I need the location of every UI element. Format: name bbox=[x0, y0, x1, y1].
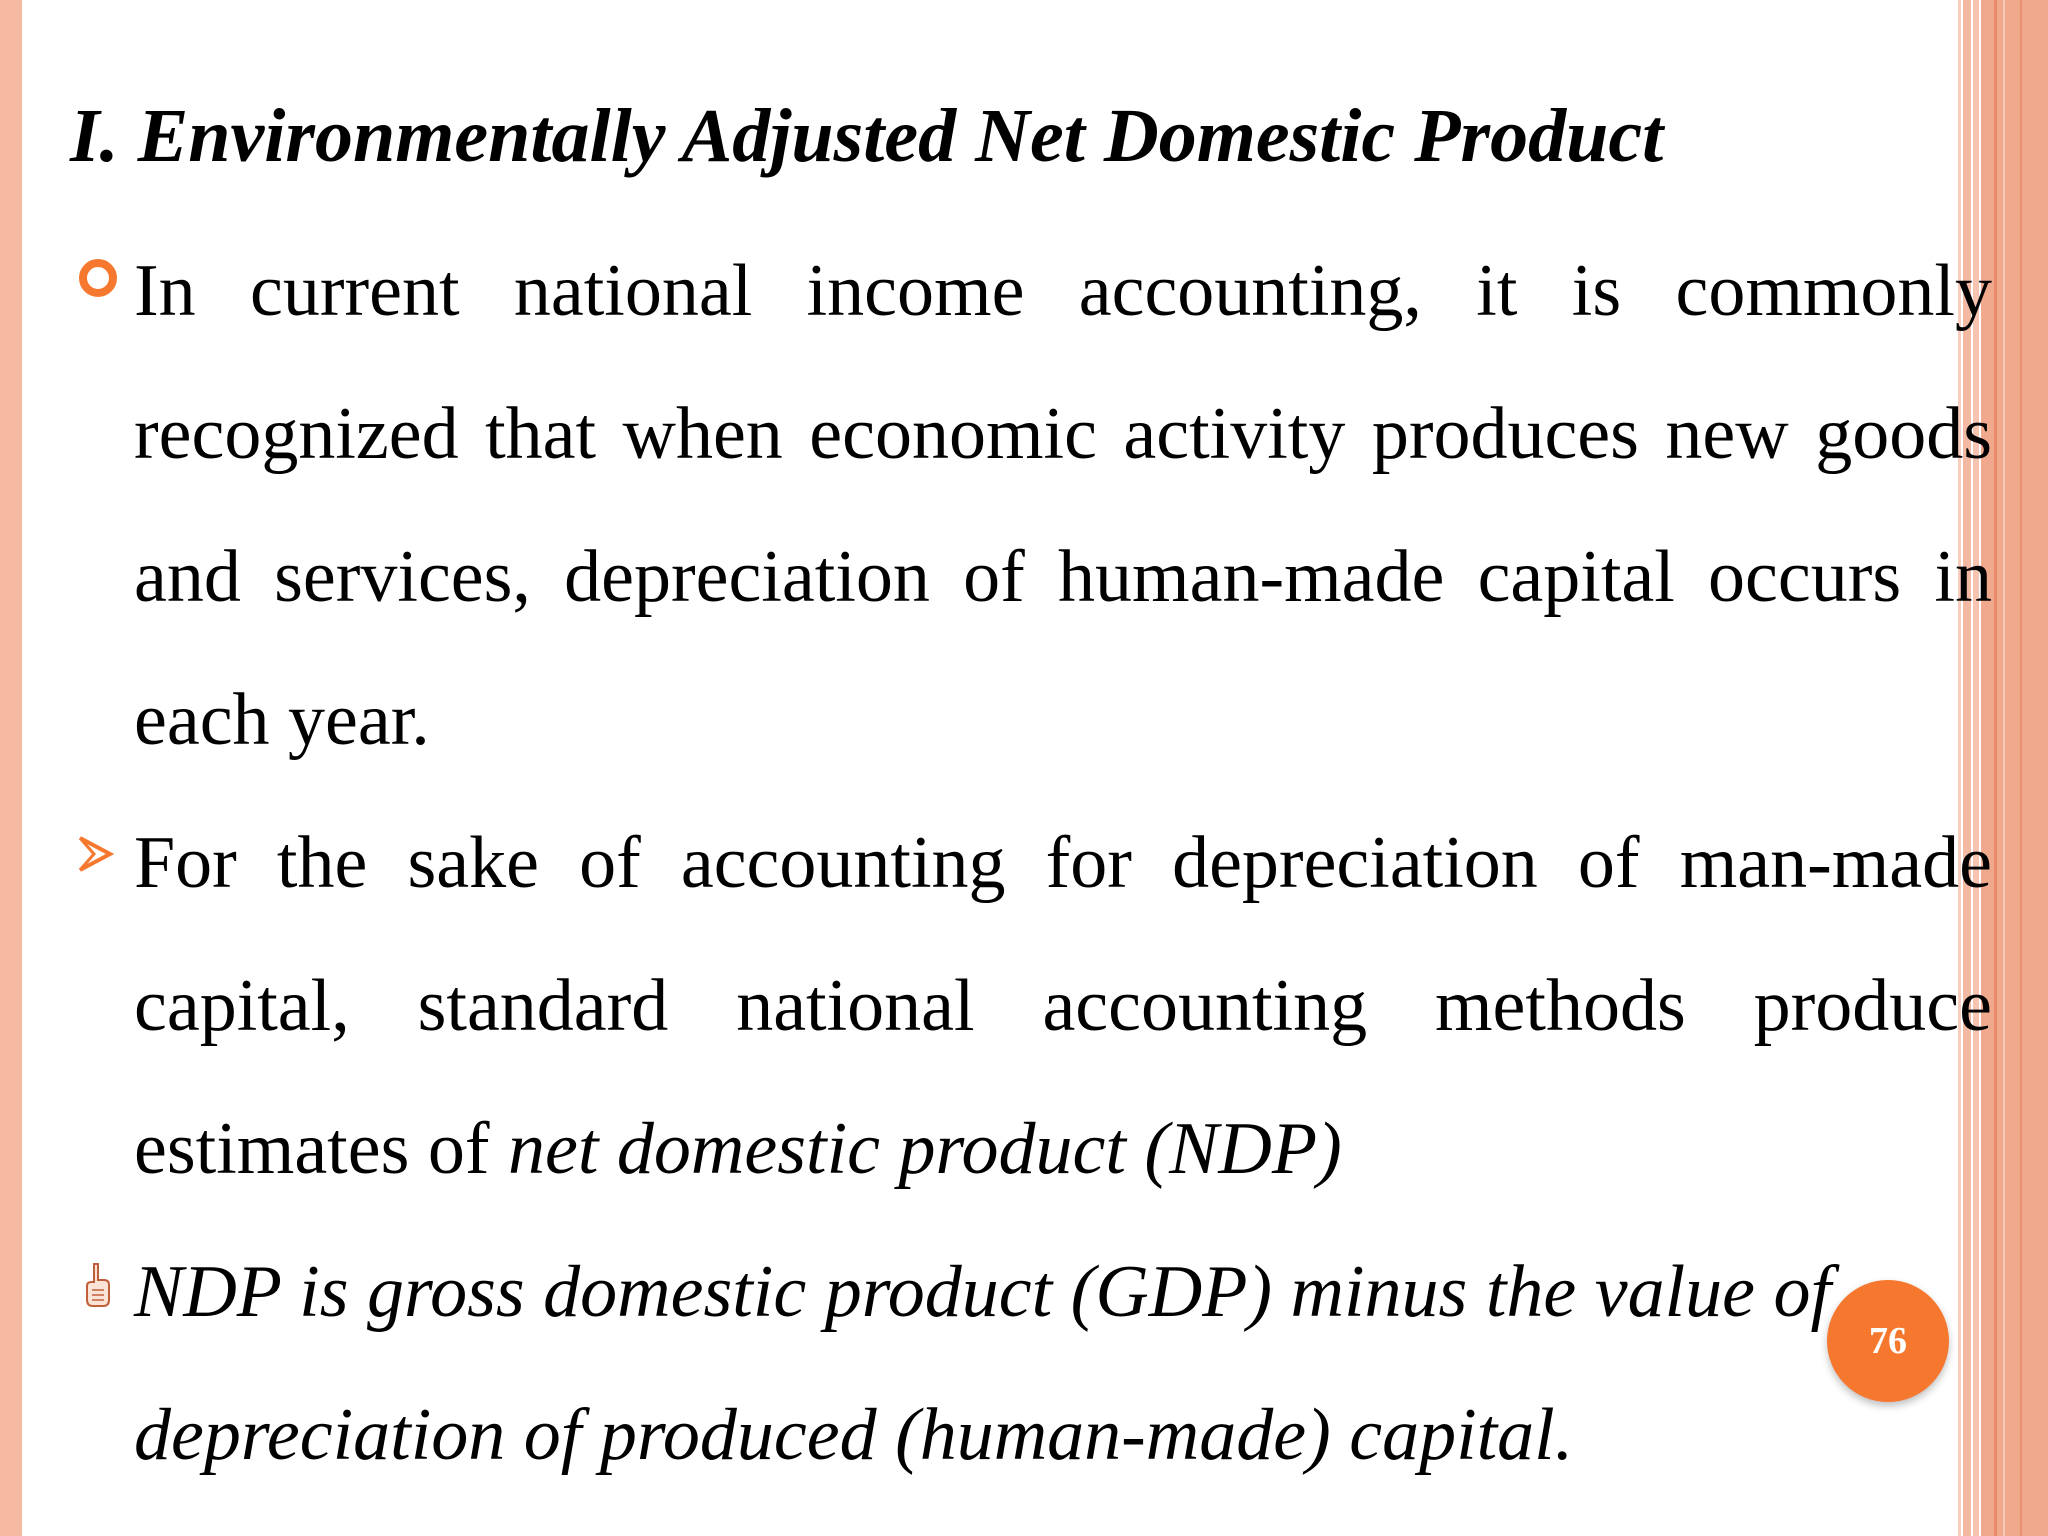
circle-bullet-icon bbox=[76, 256, 120, 300]
bullet-text-plain: For the sake of accounting for depreciation of man-made capital, standard national accounting methods produce estimates of bbox=[134, 822, 1992, 1190]
bullet-text-italic: net domestic product (NDP) bbox=[508, 1108, 1342, 1190]
right-decorative-stripe bbox=[1994, 0, 1997, 1536]
bullet-text: NDP is gross domestic product (GDP) minus the value of depreciation of produced (human-made) capital. bbox=[134, 1251, 1832, 1476]
slide-title: I. Environmentally Adjusted Net Domestic Product bbox=[70, 94, 1664, 178]
bullet-text: In current national income accounting, it is commonly recognized that when economic activity produces new goods and services, depreciation of human-made capital occurs in each year. bbox=[134, 250, 1992, 761]
bullet-text bbox=[134, 792, 1992, 1221]
page-number-badge: 76 bbox=[1827, 1280, 1949, 1402]
right-decorative-stripe bbox=[2003, 0, 2005, 1536]
arrow-bullet-icon bbox=[76, 834, 116, 874]
left-decorative-stripe bbox=[0, 0, 22, 1536]
right-decorative-stripe bbox=[2020, 0, 2022, 1536]
pointing-hand-icon bbox=[82, 1262, 114, 1308]
